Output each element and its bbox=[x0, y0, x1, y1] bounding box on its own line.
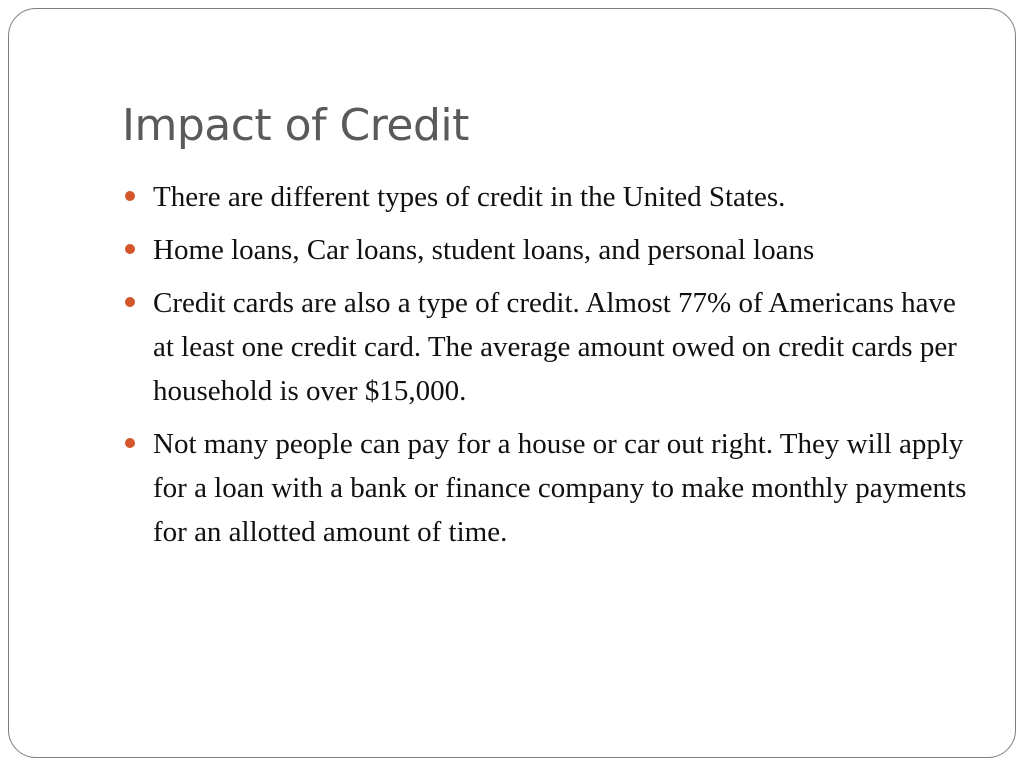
list-item bbox=[123, 422, 983, 554]
bullet-text: Credit cards are also a type of credit. Almost 77% of Americans have at least one credit card. The average amount owed on credit cards per household is over $15,000. bbox=[153, 287, 957, 407]
bullet-dot-icon bbox=[125, 244, 135, 254]
bullet-text: There are different types of credit in the United States. bbox=[153, 181, 786, 213]
list-item bbox=[123, 175, 983, 219]
bullet-text: Home loans, Car loans, student loans, and personal loans bbox=[153, 234, 815, 266]
list-item bbox=[123, 281, 983, 413]
bullet-text: Not many people can pay for a house or car out right. They will apply for a loan with a bank or finance company to make monthly payments for an allotted amount of time. bbox=[153, 428, 967, 548]
slide-title: Impact of Credit bbox=[122, 100, 469, 151]
bullet-dot-icon bbox=[125, 191, 135, 201]
bullet-list bbox=[123, 175, 983, 563]
bullet-dot-icon bbox=[125, 297, 135, 307]
bullet-dot-icon bbox=[125, 438, 135, 448]
list-item bbox=[123, 228, 983, 272]
slide-frame bbox=[8, 8, 1016, 758]
